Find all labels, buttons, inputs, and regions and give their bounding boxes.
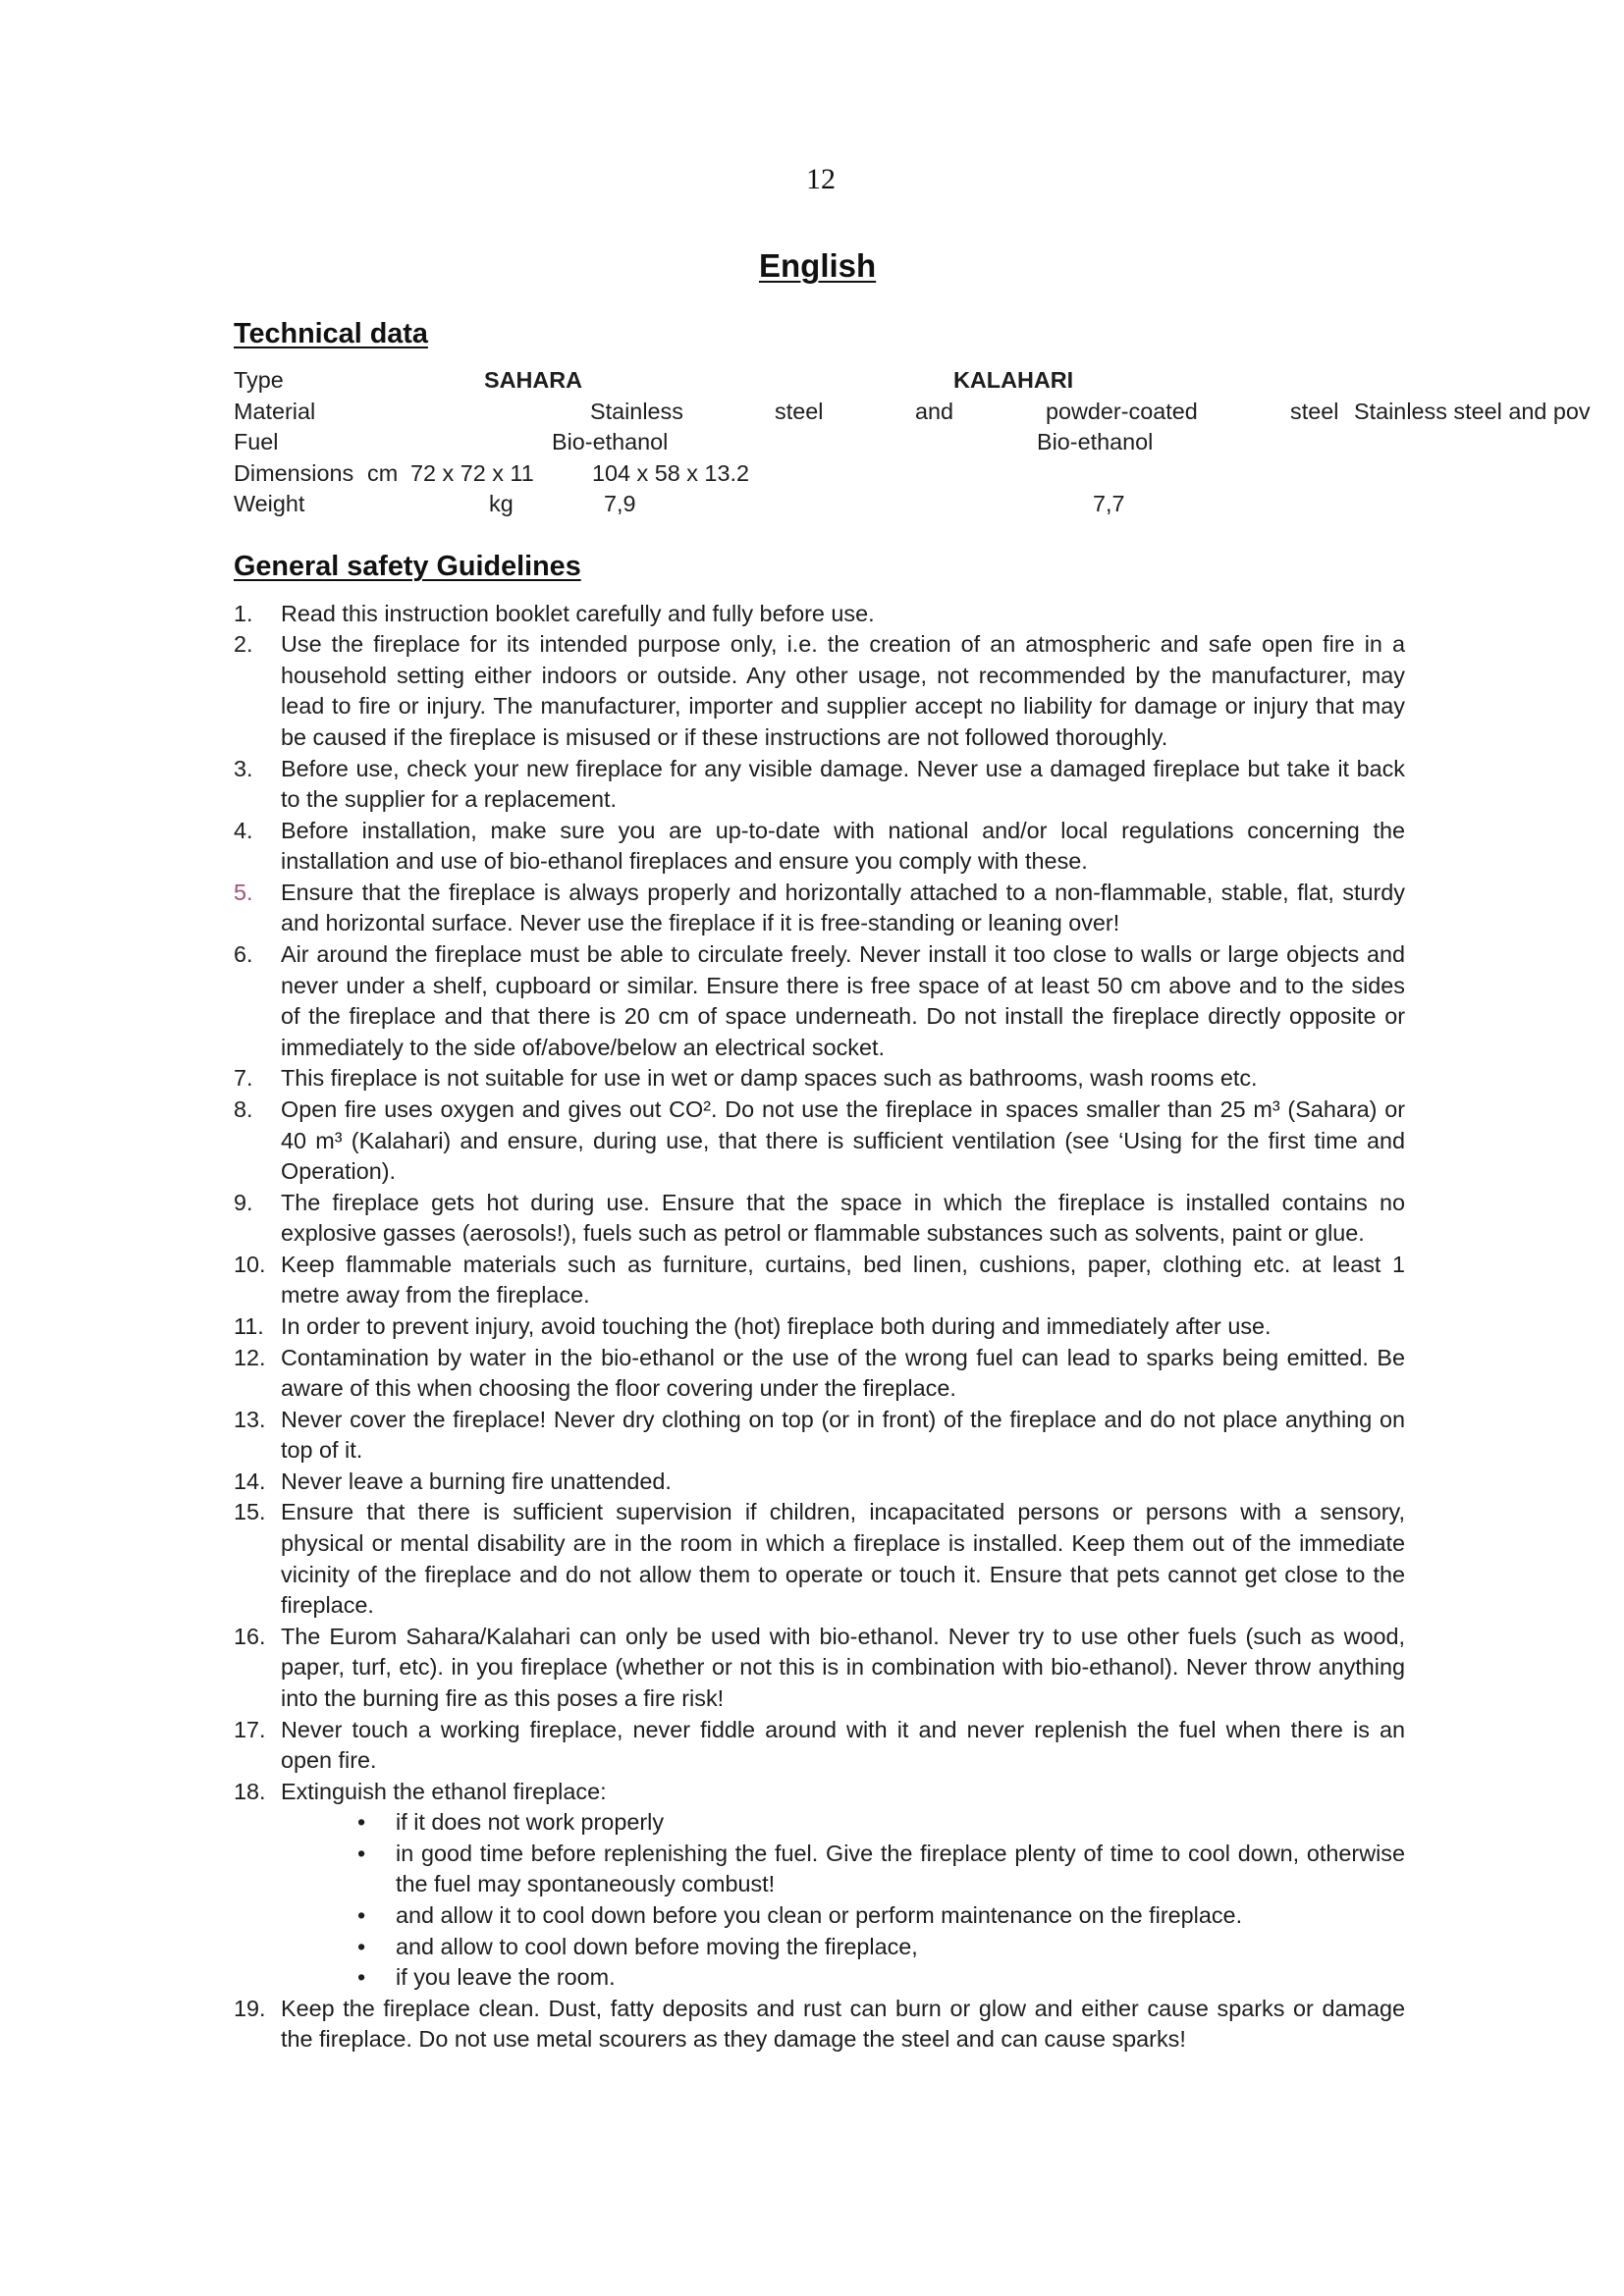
guideline-line: and allow to cool down before moving the fireplace, (396, 1933, 918, 1959)
row-label: Fuel (234, 429, 279, 454)
guideline-line: The Eurom Sahara/Kalahari can only be used with bio-ethanol. Never try to use other fuels (such as wood, (281, 1623, 1405, 1649)
guideline-line: never under a shelf, cupboard or similar. Ensure there is free space of at least 50 cm above and to the sides (281, 972, 1405, 998)
guideline-item (0, 1063, 1624, 1095)
guideline-line: top of it. (281, 1437, 363, 1464)
guideline-number: 6. (234, 941, 253, 968)
fuel-sahara: Bio-ethanol (552, 429, 669, 454)
guideline-item (0, 754, 1624, 816)
guideline-item (0, 816, 1624, 878)
guideline-number: 2. (234, 631, 253, 658)
guideline-line: open fire. (281, 1747, 377, 1774)
guideline-number: 19. (234, 1995, 266, 2021)
guideline-item (0, 878, 1624, 939)
guideline-text (281, 1250, 1405, 1311)
guideline-item (0, 939, 1624, 1063)
guideline-text (281, 599, 1405, 630)
guideline-number: 5. (234, 879, 253, 905)
guideline-line: Extinguish the ethanol fireplace: (281, 1778, 607, 1804)
fuel-kalahari: Bio-ethanol (1037, 429, 1154, 454)
material-word: Stainless (590, 399, 683, 424)
guideline-line: metre away from the fireplace. (281, 1282, 590, 1308)
row-label: Material (234, 399, 316, 424)
guideline-text (281, 1994, 1405, 2056)
weight-kalahari: 7,7 (1093, 491, 1125, 516)
material-word: steel (775, 399, 824, 424)
guideline-text (281, 1095, 1405, 1188)
guideline-line: and allow it to cool down before you clean or perform maintenance on the fireplace. (396, 1901, 1243, 1928)
guideline-line: Use the fireplace for its intended purpose only, i.e. the creation of an atmospheric and safe open fire in a (281, 631, 1405, 658)
row-label: Weight (234, 491, 305, 516)
guideline-number: 14. (234, 1468, 266, 1494)
guideline-line: aware of this when choosing the floor covering under the fireplace. (281, 1375, 956, 1402)
bullet-item (357, 1807, 1405, 1839)
guideline-line: into the burning fire as this poses a fire risk! (281, 1684, 725, 1711)
guideline-number: 18. (234, 1778, 266, 1804)
guideline-number: 13. (234, 1406, 266, 1432)
guideline-line: 40 m³ (Kalahari) and ensure, during use, that there is sufficient ventilation (see ‘Using for the first time and (281, 1127, 1405, 1153)
guideline-item (0, 1467, 1624, 1498)
guideline-number: 7. (234, 1065, 253, 1092)
dimensions-sahara: 72 x 72 x 11 (410, 460, 534, 486)
guideline-item (0, 1715, 1624, 1777)
guideline-number: 4. (234, 817, 253, 843)
guideline-line: household setting either indoors or outside. Any other usage, not recommended by the manufacturer, may (281, 662, 1405, 688)
material-word: powder-coated (1046, 399, 1198, 424)
guideline-line: installation and use of bio-ethanol fireplaces and ensure you comply with these. (281, 848, 1088, 875)
guideline-item (0, 599, 1624, 630)
guideline-line: Before installation, make sure you are up-to-date with national and/or local regulations concerning the (281, 817, 1405, 843)
guideline-line: the fireplace. Do not use metal scourers as they damage the steel and can cause sparks! (281, 2026, 1186, 2053)
bullet-item (357, 1932, 1405, 1963)
guideline-number: 11. (234, 1312, 264, 1339)
model-kalahari-header: KALAHARI (953, 367, 1074, 393)
guideline-line: immediately to the side of/above/below an electrical socket. (281, 1034, 885, 1060)
guideline-line: be caused if the fireplace is misused or if these instructions are not followed thoroughly. (281, 724, 1168, 750)
guideline-number: 15. (234, 1499, 266, 1525)
guideline-text (281, 1715, 1405, 1777)
guideline-text (281, 1622, 1405, 1715)
guideline-line: Operation). (281, 1158, 397, 1185)
row-weight (0, 489, 1624, 520)
guideline-text (281, 1467, 1405, 1498)
guideline-item (0, 1095, 1624, 1188)
guideline-text (281, 1497, 1405, 1621)
guideline-line: Open fire uses oxygen and gives out CO². Do not use the fireplace in spaces smaller than 25 m³ (Sahara) or (281, 1095, 1405, 1122)
guideline-line: vicinity of the fireplace and do not allow them to operate or touch it. Ensure that pets cannot get close to the (281, 1561, 1405, 1587)
row-type (0, 365, 1624, 397)
guideline-text (281, 816, 1405, 878)
bullet-glyph: • (357, 1933, 366, 1959)
guideline-line: Keep flammable materials such as furniture, curtains, bed linen, cushions, paper, clothing etc. at least 1 (281, 1251, 1405, 1277)
dimensions-kalahari: 104 x 58 x 13.2 (592, 460, 749, 486)
bullet-item (357, 1839, 1405, 1900)
guideline-line: of the fireplace and that there is 20 cm of space underneath. Do not install the fireplace directly opposite or (281, 1003, 1405, 1030)
guideline-line: Never leave a burning fire unattended. (281, 1468, 672, 1494)
guideline-text (281, 629, 1405, 753)
guideline-item (0, 1994, 1624, 2056)
guideline-line: lead to fire or injury. The manufacturer, importer and supplier accept no liability for damage or injury that may (281, 693, 1405, 720)
row-fuel (0, 427, 1624, 458)
bullet-glyph: • (357, 1840, 366, 1866)
guideline-text (281, 878, 1405, 939)
guideline-number: 1. (234, 600, 253, 626)
model-sahara-header: SAHARA (484, 367, 583, 393)
guideline-text (281, 1311, 1405, 1343)
guideline-number: 3. (234, 755, 253, 781)
guideline-line: paper, turf, etc). in you fireplace (whether or not this is in combination with bio-ethanol). Never throw anything (281, 1654, 1405, 1681)
guideline-line: explosive gasses (aerosols!), fuels such as petrol or flammable substances such as solvents, paint or glue. (281, 1220, 1365, 1247)
guideline-line: if it does not work properly (396, 1809, 665, 1836)
bullet-glyph: • (357, 1964, 366, 1991)
guideline-line: in good time before replenishing the fuel. Give the fireplace plenty of time to cool down, otherwise (396, 1840, 1405, 1866)
guideline-text (281, 1188, 1405, 1250)
weight-sahara: 7,9 (604, 491, 636, 516)
guideline-line: the fuel may spontaneously combust! (396, 1871, 776, 1897)
guideline-text (281, 939, 1405, 1063)
row-label: Dimensions (234, 460, 354, 486)
weight-unit: kg (489, 491, 514, 516)
guideline-item (0, 1405, 1624, 1467)
safety-guidelines-heading: General safety Guidelines (234, 551, 581, 582)
guideline-item (0, 1188, 1624, 1250)
guideline-item (0, 1343, 1624, 1405)
row-dimensions (0, 458, 1624, 490)
bullet-glyph: • (357, 1809, 366, 1836)
guideline-line: Read this instruction booklet carefully and fully before use. (281, 600, 875, 626)
guideline-line: Ensure that the fireplace is always properly and horizontally attached to a non-flammable, stable, flat, sturdy (281, 879, 1405, 905)
guideline-line: This fireplace is not suitable for use in wet or damp spaces such as bathrooms, wash rooms etc. (281, 1065, 1258, 1092)
guideline-text (281, 1063, 1405, 1095)
guideline-item (0, 1777, 1624, 1994)
guideline-text (281, 754, 1405, 816)
guideline-line: Contamination by water in the bio-ethanol or the use of the wrong fuel can lead to sparks being emitted. Be (281, 1344, 1405, 1370)
guideline-number: 10. (234, 1251, 266, 1277)
guideline-line: Air around the fireplace must be able to circulate freely. Never install it too close to walls or large objects and (281, 941, 1405, 968)
guideline-number: 8. (234, 1095, 253, 1122)
guideline-line: to the supplier for a replacement. (281, 786, 617, 813)
guideline-line: In order to prevent injury, avoid touching the (hot) fireplace both during and immediately after use. (281, 1312, 1272, 1339)
guideline-line: Never cover the fireplace! Never dry clothing on top (or in front) of the fireplace and do not place anything on (281, 1406, 1405, 1432)
guideline-text (281, 1343, 1405, 1405)
guideline-line: if you leave the room. (396, 1964, 616, 1991)
guideline-line: Before use, check your new fireplace for any visible damage. Never use a damaged fireplace but take it back (281, 755, 1405, 781)
guideline-item (0, 1250, 1624, 1311)
guideline-number: 16. (234, 1623, 266, 1649)
guideline-number: 12. (234, 1344, 266, 1370)
language-heading: English (759, 247, 877, 284)
material-word: steel (1290, 399, 1339, 424)
guideline-item (0, 629, 1624, 753)
bullet-glyph: • (357, 1901, 366, 1928)
guideline-line: Keep the fireplace clean. Dust, fatty deposits and rust can burn or glow and either cause sparks or damage (281, 1995, 1405, 2021)
guideline-number: 17. (234, 1716, 266, 1742)
guideline-line: and horizontal surface. Never use the fireplace if it is free-standing or leaning over! (281, 910, 1120, 936)
material-kalahari: Stainless steel and pov (1354, 399, 1591, 424)
page-number: 12 (806, 163, 836, 195)
guideline-number: 9. (234, 1189, 253, 1215)
guideline-item (0, 1497, 1624, 1621)
bullet-item (357, 1900, 1405, 1932)
guideline-text (281, 1405, 1405, 1467)
dimensions-unit: cm (367, 460, 399, 486)
bullet-item (357, 1962, 1405, 1994)
guideline-line: physical or mental disability are in the room in which a fireplace is installed. Keep them out of the immediate (281, 1530, 1405, 1557)
material-word: and (915, 399, 954, 424)
row-label: Type (234, 367, 284, 393)
guideline-line: fireplace. (281, 1592, 374, 1619)
guideline-line: The fireplace gets hot during use. Ensure that the space in which the fireplace is installed contains no (281, 1189, 1405, 1215)
technical-data-heading: Technical data (234, 318, 428, 349)
guideline-line: Never touch a working fireplace, never fiddle around with it and never replenish the fuel when there is an (281, 1716, 1405, 1742)
guideline-text (281, 1777, 1405, 1994)
row-material (0, 397, 1624, 428)
safety-guidelines-list (0, 599, 1624, 2056)
guideline-item (0, 1311, 1624, 1343)
guideline-line: Ensure that there is sufficient supervision if children, incapacitated persons or persons with a sensory, (281, 1499, 1405, 1525)
guideline-item (0, 1622, 1624, 1715)
